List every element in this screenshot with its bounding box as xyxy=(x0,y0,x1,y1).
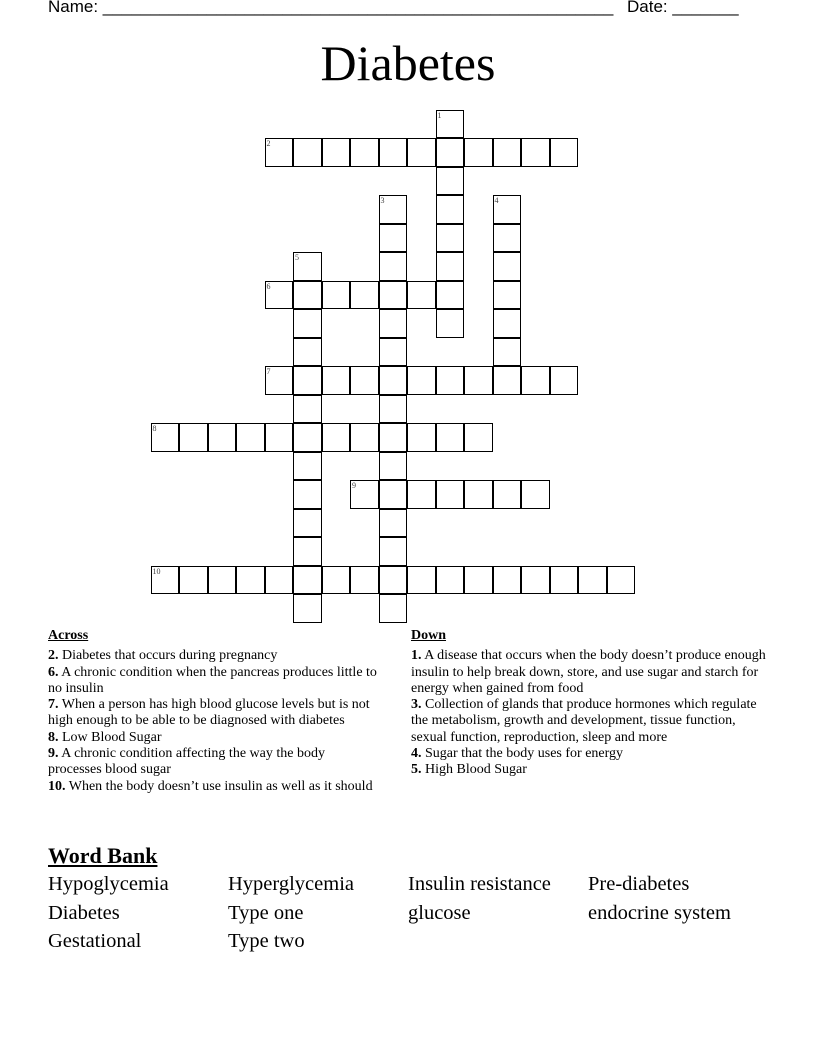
crossword-cell[interactable] xyxy=(407,281,436,310)
word-bank-item: Type one xyxy=(228,901,304,924)
crossword-cell[interactable] xyxy=(464,423,493,452)
across-heading: Across xyxy=(48,628,89,643)
crossword-cell[interactable] xyxy=(293,366,322,395)
crossword-cell[interactable] xyxy=(151,566,180,595)
crossword-cell[interactable] xyxy=(322,566,351,595)
clue-text: Sugar that the body uses for energy xyxy=(425,746,624,762)
crossword-cell[interactable] xyxy=(236,566,265,595)
clue-number: 4. xyxy=(411,746,422,762)
crossword-cell[interactable] xyxy=(436,224,465,253)
crossword-cell[interactable] xyxy=(208,566,237,595)
crossword-cell[interactable] xyxy=(322,138,351,167)
crossword-cell[interactable] xyxy=(407,423,436,452)
crossword-cell[interactable] xyxy=(407,566,436,595)
clue-text: A chronic condition when the pancreas produces little to no insulin xyxy=(48,664,377,696)
clue-text: Diabetes that occurs during pregnancy xyxy=(62,648,278,664)
crossword-cell[interactable] xyxy=(379,452,408,481)
down-heading: Down xyxy=(411,628,447,643)
clue-across-7 xyxy=(48,697,378,730)
crossword-cell[interactable] xyxy=(436,138,465,167)
word-bank-item: Hyperglycemia xyxy=(228,873,354,895)
crossword-cell[interactable] xyxy=(379,566,408,595)
clue-number: 5. xyxy=(411,762,422,778)
clue-number-label: 5 xyxy=(295,253,299,262)
crossword-cell[interactable] xyxy=(379,594,408,623)
word-bank-item: Type two xyxy=(228,930,305,952)
crossword-cell[interactable] xyxy=(265,566,294,595)
clue-text: A chronic condition affecting the way the body processes blood sugar xyxy=(48,746,325,778)
crossword-cell[interactable] xyxy=(464,480,493,509)
crossword-cell[interactable] xyxy=(550,138,579,167)
clue-number: 1. xyxy=(411,648,422,664)
crossword-cell[interactable] xyxy=(293,594,322,623)
crossword-cell[interactable] xyxy=(179,423,208,452)
crossword-cell[interactable] xyxy=(379,195,408,224)
crossword-cell[interactable] xyxy=(265,423,294,452)
word-bank-item: Pre-diabetes xyxy=(588,873,690,895)
crossword-cell[interactable] xyxy=(265,366,294,395)
word-bank-item: Hypoglycemia xyxy=(48,873,169,895)
clue-number-label: 9 xyxy=(352,481,356,490)
crossword-cell[interactable] xyxy=(350,423,379,452)
down-clues xyxy=(411,628,771,779)
crossword-cell[interactable] xyxy=(521,366,550,395)
crossword-cell[interactable] xyxy=(293,281,322,310)
clue-across-9 xyxy=(48,746,378,779)
crossword-cell[interactable] xyxy=(379,338,408,367)
crossword-cell[interactable] xyxy=(293,138,322,167)
crossword-cell[interactable] xyxy=(521,138,550,167)
clue-number: 10. xyxy=(48,778,66,794)
crossword-cell[interactable] xyxy=(493,480,522,509)
crossword-cell[interactable] xyxy=(293,309,322,338)
clue-text: A disease that occurs when the body doesn’t produce enough insulin to help break down, store, and use sugar and starch for energy when gained from food xyxy=(411,648,766,696)
crossword-cell[interactable] xyxy=(464,138,493,167)
clue-down-5 xyxy=(411,762,771,778)
clue-text: Collection of glands that produce hormones which regulate the metabolism, growth and development, tissue function, sexual function, reproduction, sleep and more xyxy=(411,697,757,745)
crossword-cell[interactable] xyxy=(436,309,465,338)
crossword-cell[interactable] xyxy=(493,309,522,338)
clue-number: 2. xyxy=(48,648,59,664)
crossword-cell[interactable] xyxy=(493,224,522,253)
crossword-cell[interactable] xyxy=(379,224,408,253)
word-bank-item: Diabetes xyxy=(48,901,120,924)
crossword-cell[interactable] xyxy=(379,309,408,338)
clue-down-1 xyxy=(411,648,771,697)
crossword-cell[interactable] xyxy=(293,452,322,481)
clue-number: 6. xyxy=(48,664,59,680)
clue-down-4 xyxy=(411,746,771,762)
clue-across-8 xyxy=(48,730,378,746)
crossword-cell[interactable] xyxy=(350,138,379,167)
crossword-cell[interactable] xyxy=(493,195,522,224)
clue-number: 7. xyxy=(48,697,59,713)
clue-text: When the body doesn’t use insulin as well as it should xyxy=(68,778,373,794)
crossword-cell[interactable] xyxy=(493,138,522,167)
crossword-cell[interactable] xyxy=(293,252,322,281)
crossword-cell[interactable] xyxy=(436,110,465,139)
crossword-cell[interactable] xyxy=(521,480,550,509)
crossword-cell[interactable] xyxy=(493,366,522,395)
crossword-cell[interactable] xyxy=(578,566,607,595)
crossword-cell[interactable] xyxy=(379,138,408,167)
crossword-cell[interactable] xyxy=(379,423,408,452)
word-bank-title: Word Bank xyxy=(48,843,158,868)
clue-text: High Blood Sugar xyxy=(425,762,527,778)
crossword-cell[interactable] xyxy=(322,423,351,452)
crossword-cell[interactable] xyxy=(350,480,379,509)
crossword-cell[interactable] xyxy=(293,509,322,538)
crossword-cell[interactable] xyxy=(607,566,636,595)
crossword-cell[interactable] xyxy=(350,566,379,595)
crossword-cell[interactable] xyxy=(493,252,522,281)
crossword-cell[interactable] xyxy=(407,366,436,395)
clue-number-label: 10 xyxy=(152,566,161,576)
crossword-cell[interactable] xyxy=(179,566,208,595)
crossword-cell[interactable] xyxy=(464,366,493,395)
crossword-cell[interactable] xyxy=(379,366,408,395)
word-bank-item: Insulin resistance xyxy=(408,873,551,895)
crossword-cell[interactable] xyxy=(464,566,493,595)
clue-down-3 xyxy=(411,697,771,746)
crossword-cell[interactable] xyxy=(436,366,465,395)
clue-number-label: 4 xyxy=(494,196,499,205)
crossword-cell[interactable] xyxy=(350,366,379,395)
crossword-cell[interactable] xyxy=(436,252,465,281)
crossword-cell[interactable] xyxy=(350,281,379,310)
crossword-cell[interactable] xyxy=(379,509,408,538)
clue-across-10 xyxy=(48,779,378,795)
word-bank-item: Gestational xyxy=(48,930,142,952)
crossword-cell[interactable] xyxy=(379,480,408,509)
clue-text: When a person has high blood glucose levels but is not high enough to be able to be diagnosed with diabetes xyxy=(48,697,370,729)
clue-number: 3. xyxy=(411,697,422,713)
crossword-cell[interactable] xyxy=(265,138,294,167)
crossword-cell[interactable] xyxy=(379,537,408,566)
clue-number: 8. xyxy=(48,729,59,745)
crossword-cell[interactable] xyxy=(293,537,322,566)
word-bank xyxy=(48,872,768,954)
clue-number-label: 8 xyxy=(152,424,157,433)
crossword-cell[interactable] xyxy=(208,423,237,452)
name-field-line: Name: ______________________________________________________ xyxy=(48,0,614,16)
crossword-cell[interactable] xyxy=(151,423,180,452)
crossword-cell[interactable] xyxy=(550,566,579,595)
crossword-cell[interactable] xyxy=(550,366,579,395)
crossword-cell[interactable] xyxy=(493,338,522,367)
crossword-cell[interactable] xyxy=(407,138,436,167)
crossword-cell[interactable] xyxy=(407,480,436,509)
clue-across-2 xyxy=(48,648,378,664)
crossword-cell[interactable] xyxy=(436,195,465,224)
clue-number-label: 3 xyxy=(380,196,385,205)
crossword-cell[interactable] xyxy=(293,338,322,367)
crossword-cell[interactable] xyxy=(436,167,465,196)
page-title: Diabetes xyxy=(320,35,496,91)
crossword-cell[interactable] xyxy=(379,252,408,281)
crossword-cell[interactable] xyxy=(322,281,351,310)
crossword-cell[interactable] xyxy=(493,566,522,595)
clue-number-label: 7 xyxy=(266,367,271,376)
crossword-cell[interactable] xyxy=(293,566,322,595)
crossword-cell[interactable] xyxy=(436,281,465,310)
clue-number-label: 1 xyxy=(437,110,442,120)
crossword-cell[interactable] xyxy=(322,366,351,395)
crossword-cell[interactable] xyxy=(436,423,465,452)
word-bank-item: endocrine system xyxy=(588,901,731,924)
crossword-cell[interactable] xyxy=(265,281,294,310)
crossword-cell[interactable] xyxy=(493,281,522,310)
clue-text: Low Blood Sugar xyxy=(62,729,162,745)
crossword-cell[interactable] xyxy=(293,480,322,509)
crossword-cell[interactable] xyxy=(293,395,322,424)
crossword-cell[interactable] xyxy=(379,395,408,424)
across-clues xyxy=(48,628,378,795)
date-field-line: Date: _______ xyxy=(627,0,739,16)
crossword-cell[interactable] xyxy=(521,566,550,595)
crossword-cell[interactable] xyxy=(436,566,465,595)
crossword-cell[interactable] xyxy=(236,423,265,452)
clue-number: 9. xyxy=(48,746,59,762)
clue-number-label: 6 xyxy=(266,281,271,291)
word-bank-item: glucose xyxy=(408,901,471,924)
clue-number-label: 2 xyxy=(266,139,271,148)
crossword-cell[interactable] xyxy=(436,480,465,509)
clue-across-6 xyxy=(48,665,378,698)
crossword-cell[interactable] xyxy=(293,423,322,452)
crossword-cell[interactable] xyxy=(379,281,408,310)
